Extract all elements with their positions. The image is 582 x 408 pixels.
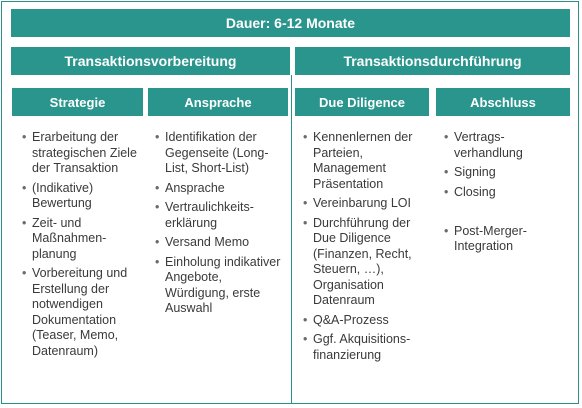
phase-execution-label: Transaktionsdurchführung [343,53,522,69]
list-item: • Signing [444,165,566,181]
list-item: • Einholung indikativer Angebote, Würdigung, erste Auswahl [155,255,285,317]
column-header-due-diligence [295,88,429,116]
abschluss-list [444,130,566,259]
column-header-abschluss [436,88,570,116]
list-item: • (Indikative) Bewertung [22,181,140,212]
list-item: • Erarbeitung der strategischen Ziele der Transaktion [22,130,140,177]
list-item: • Vertraulichkeits-erklärung [155,200,285,231]
phase-preparation-label: Transaktionsvorbereitung [64,53,237,69]
list-item: • Vorbereitung und Erstellung der notwendigen Dokumentation (Teaser, Memo, Datenraum) [22,266,140,359]
duration-label: Dauer: 6-12 Monate [225,15,356,31]
phase-divider [291,75,292,403]
column-header-strategie [12,88,143,116]
column-title-strategie: Strategie [49,94,106,110]
strategie-list [22,130,140,363]
phase-execution-header [295,47,570,75]
process-diagram [1,1,579,404]
duration-banner [11,9,570,37]
list-item: • Durchführung der Due Diligence (Finanzen, Recht, Steuern, …), Organisation Datenraum [303,216,428,309]
list-item: • Ansprache [155,181,285,197]
list-item: • Vereinbarung LOI [303,196,428,212]
list-item: • Identifikation der Gegenseite (Long-List, Short-List) [155,130,285,177]
list-item: • Q&A-Prozess [303,313,428,329]
list-item: • Kennenlernen der Parteien, Management Präsentation [303,130,428,192]
column-header-ansprache [148,88,288,116]
list-item: • Closing [444,185,566,201]
list-item: • Post-Merger-Integration [444,224,566,255]
due-diligence-list [303,130,428,367]
list-item: • Ggf. Akquisitions-finanzierung [303,332,428,363]
list-item: • Vertrags-verhandlung [444,130,566,161]
column-title-abschluss: Abschluss [470,94,536,110]
list-item: • Zeit- und Maßnahmen-planung [22,216,140,263]
list-item: • Versand Memo [155,235,285,251]
ansprache-list [155,130,285,321]
list-spacer [444,204,566,220]
column-title-due-diligence: Due Diligence [319,94,405,110]
column-title-ansprache: Ansprache [184,94,252,110]
phase-preparation-header [11,47,290,75]
